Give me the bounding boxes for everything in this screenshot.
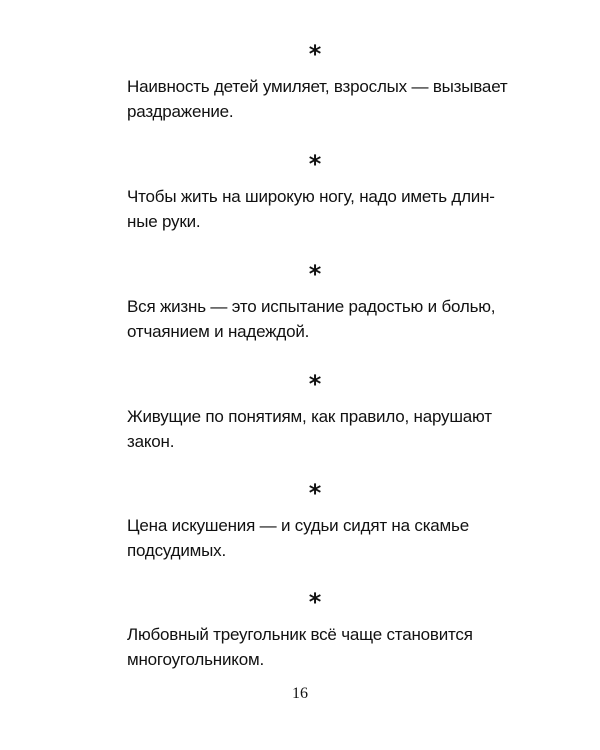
aphorism-line: подсудимых. (127, 541, 226, 560)
asterisk-separator: * (308, 40, 322, 68)
aphorism-text (127, 294, 527, 344)
asterisk-separator: * (308, 260, 322, 288)
aphorism-text (127, 513, 527, 563)
aphorism-text (127, 404, 527, 454)
page-number: 16 (292, 685, 308, 702)
aphorism-line: многоугольником. (127, 650, 264, 669)
aphorism-line: Наивность детей умиляет, взрослых — вызывает (127, 77, 508, 96)
asterisk-separator: * (308, 370, 322, 398)
aphorism-line: закон. (127, 432, 175, 451)
aphorism-line: ные руки. (127, 212, 201, 231)
aphorism-line: Чтобы жить на широкую ногу, надо иметь длин- (127, 187, 495, 206)
aphorism-line: Вся жизнь — это испытание радостью и болью, (127, 297, 496, 316)
aphorism-line: Живущие по понятиям, как правило, нарушают (127, 407, 492, 426)
aphorism-text (127, 184, 527, 234)
asterisk-separator: * (308, 479, 322, 507)
aphorism-line: раздражение. (127, 102, 234, 121)
aphorism-text (127, 74, 527, 124)
aphorism-line: Цена искушения — и судьи сидят на скамье (127, 516, 469, 535)
asterisk-separator: * (308, 588, 322, 616)
aphorism-line: Любовный треугольник всё чаще становится (127, 625, 473, 644)
aphorism-line: отчаянием и надеждой. (127, 322, 310, 341)
asterisk-separator: * (308, 150, 322, 178)
aphorism-text (127, 622, 527, 672)
